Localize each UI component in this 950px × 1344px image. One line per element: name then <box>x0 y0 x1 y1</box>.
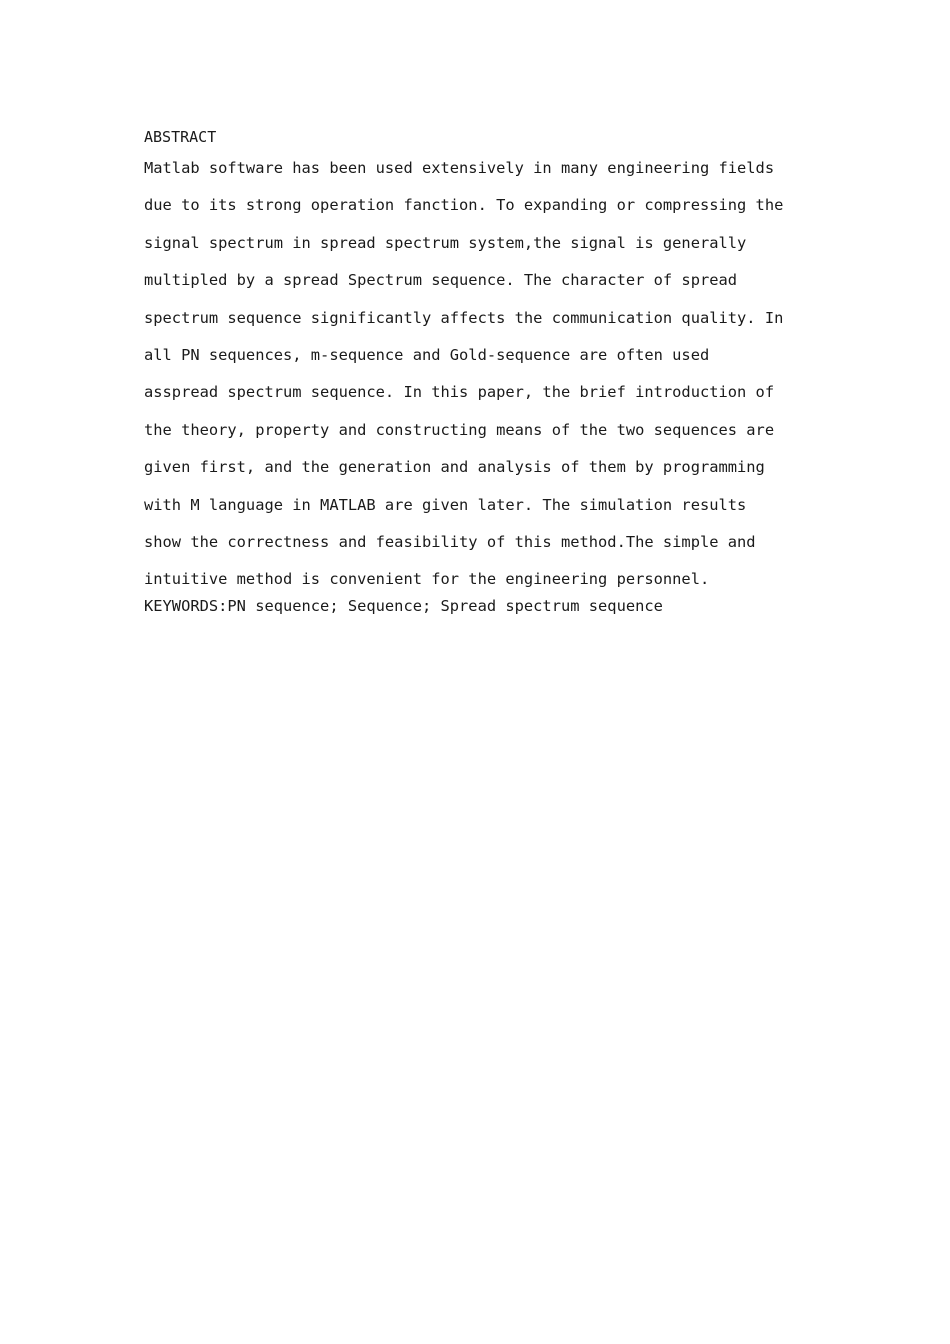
keywords-line: KEYWORDS:PN sequence; Sequence; Spread spectrum sequence <box>144 596 663 615</box>
abstract-body <box>144 150 814 599</box>
abstract-line: all PN sequences, m-sequence and Gold-sequence are often used <box>144 345 710 364</box>
abstract-line: intuitive method is convenient for the engineering personnel. <box>144 570 710 589</box>
abstract-line: given first, and the generation and analysis of them by programming <box>144 458 765 477</box>
abstract-line: with M language in MATLAB are given later. The simulation results <box>144 495 747 514</box>
abstract-line: multipled by a spread Spectrum sequence. The character of spread <box>144 271 738 290</box>
abstract-line: due to its strong operation fanction. To expanding or compressing the <box>144 196 784 215</box>
abstract-heading: ABSTRACT <box>144 128 217 146</box>
abstract-line: asspread spectrum sequence. In this paper, the brief introduction of <box>144 383 775 402</box>
abstract-line: spectrum sequence significantly affects the communication quality. In <box>144 308 784 327</box>
abstract-line: show the correctness and feasibility of this method.The simple and <box>144 532 756 551</box>
abstract-line: the theory, property and constructing means of the two sequences are <box>144 420 775 439</box>
abstract-section <box>144 126 814 617</box>
abstract-line: Matlab software has been used extensively in many engineering fields <box>144 159 775 177</box>
abstract-line: signal spectrum in spread spectrum system,the signal is generally <box>144 233 747 252</box>
